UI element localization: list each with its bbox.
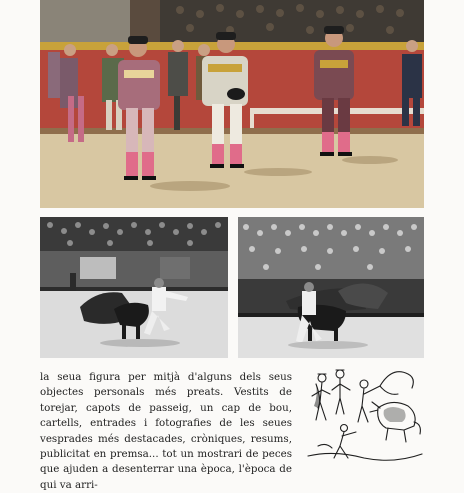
body-paragraph: la seua figura per mitjà d'alguns dels seus objectes personals més preats. Vestits de torejar, capots de passeig, un cap de bou, cartells, entrades i fotografies de les seues vesprades més destacades, cròniques, resums, publicitat en premsa... tot un mostrari de peces que ajuden a desenterrar una època, l'època de qui va arri-: [40, 371, 292, 491]
bullfight-sketch: [304, 364, 426, 464]
bw-photo-right: [238, 217, 424, 358]
matador-cape-pass-image-left: [40, 217, 228, 358]
bullfighters-arena-image: [40, 0, 424, 208]
bullfight-sketch-drawing: [304, 364, 426, 464]
top-color-photo: [40, 0, 424, 208]
matador-cape-pass-image-right: [238, 217, 424, 358]
bw-photo-left: [40, 217, 228, 358]
